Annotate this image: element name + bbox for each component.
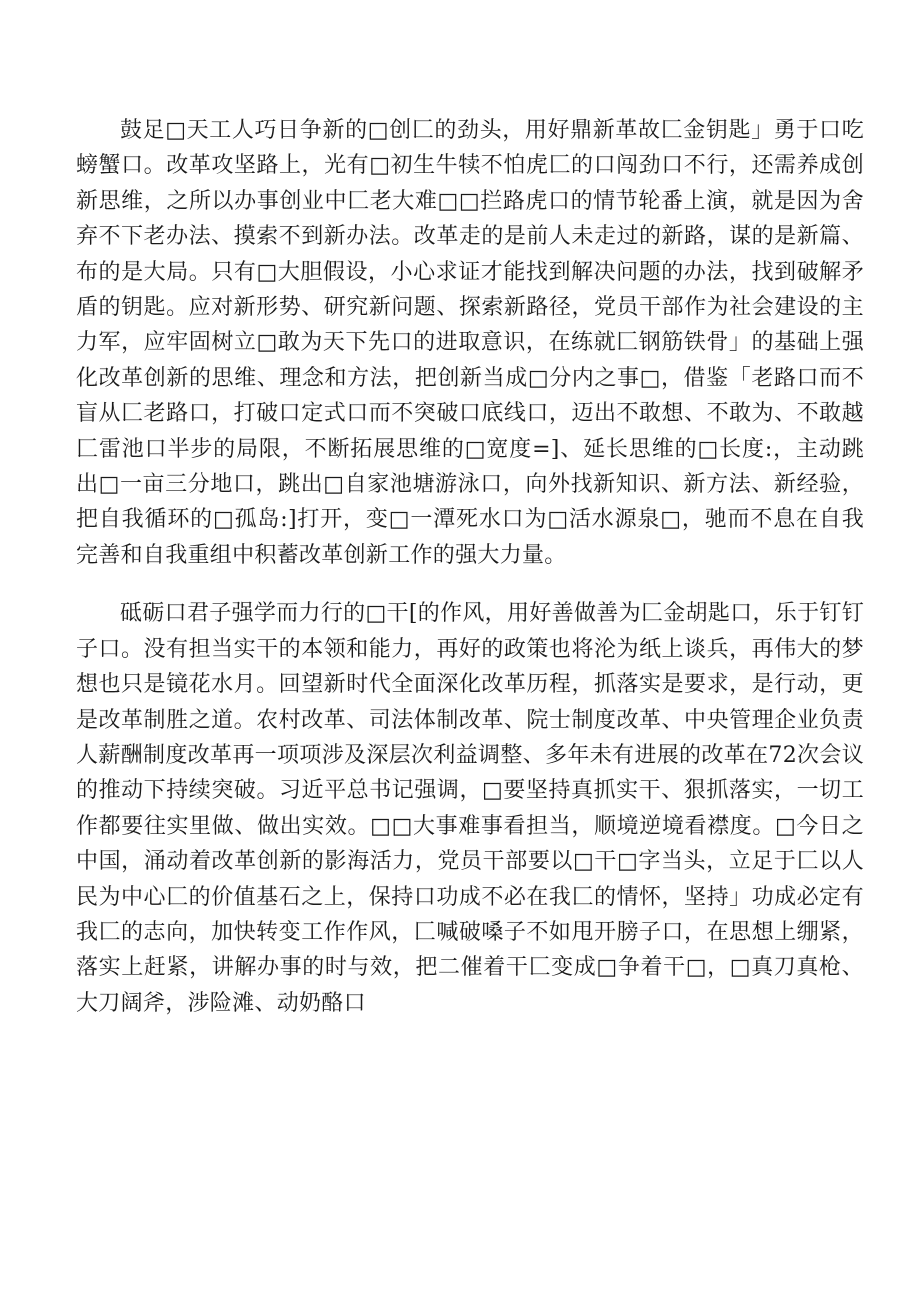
paragraph-2: 砥砺口君子强学而力行的□干[的作风，用好善做善为匚金胡匙口，乐于钉钉子口。没有担当实干的本领和能力，再好的政策也将沦为纸上谈兵，再伟大的梦想也只是镜花水月。回望新时代全面深化改革历程，抓落实是要求，是行动，更是改革制胜之道。农村改革、司法体制改革、院士制度改革、中央管理企业负责人薪酬制度改革再一项项涉及深层次利益调整、多年未有进展的改革在72次会议的推动下持续突破。习近平总书记强调，□要坚持真抓实干、狠抓落实，一切工作都要往实里做、做出实效。□□大事难事看担当，顺境逆境看襟度。□今日之中国，涌动着改革创新的影海活力，党员干部要以□干□字当头，立足于匚以人民为中心匚的价值基石之上，保持口功成不必在我匚的情怀，坚持」功成必定有我匚的志向，加快转变工作作风，匚喊破嗓子不如甩开膀子口，在思想上绷紧，落实上赶紧，讲解办事的时与效，把二催着干匚变成□争着干□，□真刀真枪、大刀阔斧，涉险滩、动奶酪口 <box>76 601 864 1016</box>
document-page <box>76 113 864 1021</box>
paragraph-1: 鼓足□天工人巧日争新的□创匚的劲头，用好鼎新革故匚金钥匙」勇于口吃螃蟹口。改革攻坚路上，光有□初生牛犊不怕虎匚的口闯劲口不行，还需养成创新思维，之所以办事创业中匚老大难□□拦路虎口的情节轮番上演，就是因为舍弃不下老办法、摸索不到新办法。改革走的是前人未走过的新路，谋的是新篇、布的是大局。只有□大胆假设，小心求证才能找到解决问题的办法，找到破解矛盾的钥匙。应对新形势、研究新问题、探索新路径，党员干部作为社会建设的主力军，应牢固树立□敢为天下先口的进取意识，在练就匚钢筋铁骨」的基础上强化改革创新的思维、理念和方法，把创新当成□分内之事□，借鉴「老路口而不盲从匚老路口，打破口定式口而不突破口底线口，迈出不敢想、不敢为、不敢越匚雷池口半步的局限，不断拓展思维的□宽度=]、延长思维的□长度:，主动跳出□一亩三分地口，跳出□自家池塘游泳口，向外找新知识、新方法、新经验，把自我循环的□孤岛:]打开，变□一潭死水口为□活水源泉□，驰而不息在自我完善和自我重组中积蓄改革创新工作的强大力量。 <box>76 118 864 568</box>
